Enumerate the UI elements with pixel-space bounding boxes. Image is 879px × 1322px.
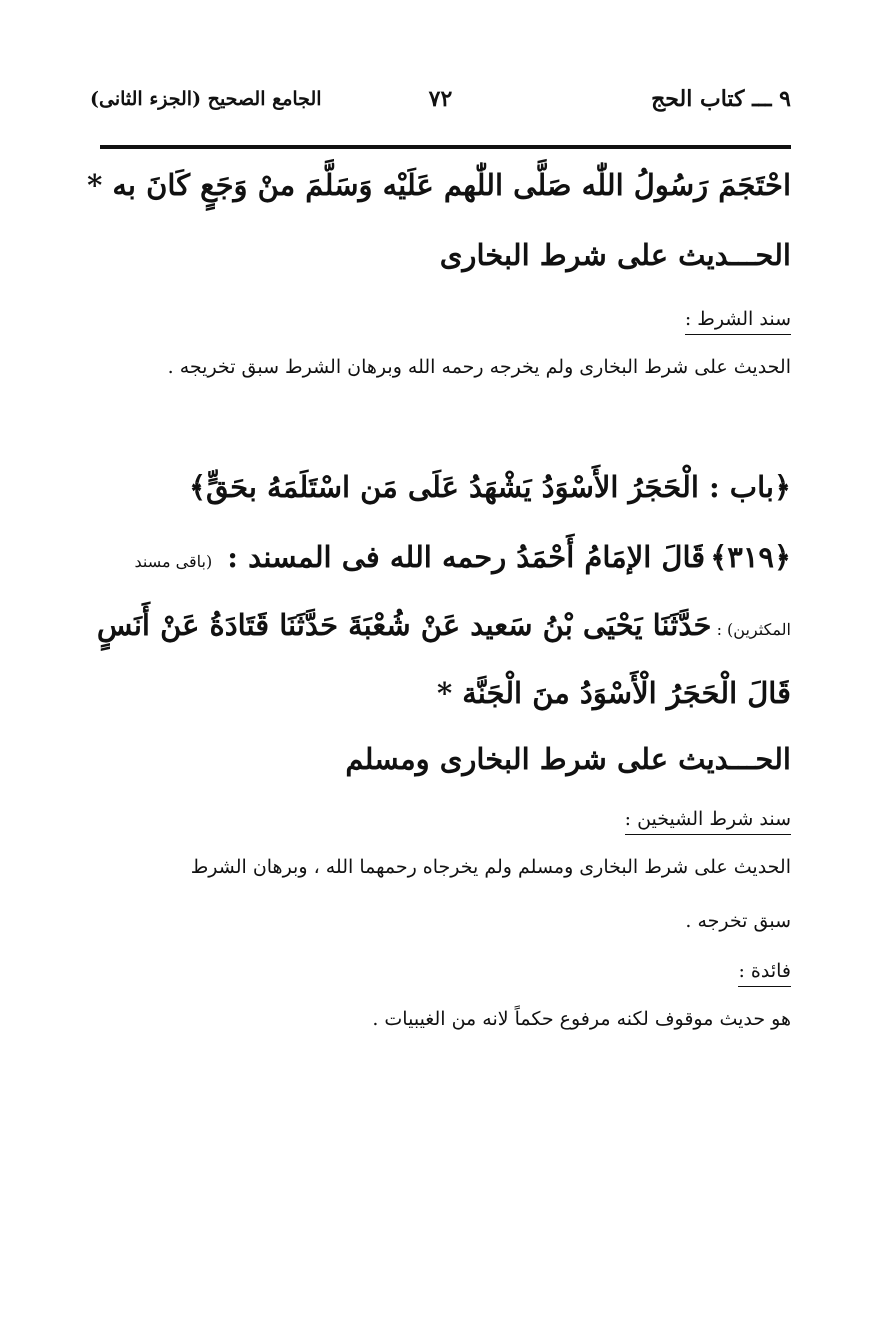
header-rule bbox=[100, 145, 791, 149]
hadith-intro: قَالَ الإمَامُ أَحْمَدُ رحمه الله فى المسند : bbox=[227, 540, 706, 574]
chapter-title: ٩ ـــ كتاب الحج bbox=[651, 86, 791, 112]
isnad-line bbox=[97, 608, 791, 642]
source-reference-1: (باقى مسند bbox=[134, 552, 213, 571]
hadith-grade-1: الحـــديث على شرط البخارى bbox=[439, 238, 791, 272]
faida-text: هو حديث موقوف لكنه مرفوع حكماً لانه من الغيبيات . bbox=[372, 1008, 791, 1030]
hadith-number: ﴿٣١٩﴾ bbox=[710, 540, 791, 574]
book-title: الجامع الصحيح (الجزء الثانى) bbox=[90, 88, 322, 110]
sanad-text-2a: الحديث على شرط البخارى ومسلم ولم يخرجاه رحمهما الله ، وبرهان الشرط bbox=[190, 856, 791, 878]
isnad-text: حَدَّثَنَا يَحْيَى بْنُ سَعيد عَنْ شُعْبَةَ حَدَّثَنَا قَتَادَةُ عَنْ أَنَسٍ bbox=[96, 608, 712, 642]
sanad-label-2 bbox=[625, 808, 791, 830]
faida-label-line bbox=[738, 960, 791, 982]
hadith-text-1: احْتَجَمَ رَسُولُ اللّٰه صَلَّى اللّٰهم عَلَيْه وَسَلَّمَ منْ وَجَعٍ كَانَ به * bbox=[87, 168, 791, 202]
sanad-shaykhayn-label: سند شرط الشيخين : bbox=[625, 808, 791, 835]
sanad-label-1 bbox=[685, 308, 791, 330]
bab-title: ﴿باب : الْحَجَرُ الأَسْوَدُ يَشْهَدُ عَلَى مَن اسْتَلَمَهُ بحَقٍّ﴾ bbox=[188, 470, 791, 504]
sanad-text-1: الحديث على شرط البخارى ولم يخرجه رحمه الله وبرهان الشرط سبق تخريجه . bbox=[167, 356, 791, 378]
sanad-label-text: سند الشرط : bbox=[685, 308, 791, 335]
source-reference-2: المكثرين) : bbox=[716, 620, 791, 639]
hadith-grade-2: الحـــديث على شرط البخارى ومسلم bbox=[345, 742, 791, 776]
sanad-text-2b: سبق تخرجه . bbox=[685, 910, 791, 932]
hadith-intro-line bbox=[134, 540, 791, 574]
running-header bbox=[90, 86, 791, 122]
page-number: ٧٢ bbox=[428, 86, 453, 112]
matn-text: قَالَ الْحَجَرُ الْأَسْوَدُ منَ الْجَنَّة * bbox=[436, 676, 791, 710]
faida-label: فائدة : bbox=[738, 960, 791, 987]
